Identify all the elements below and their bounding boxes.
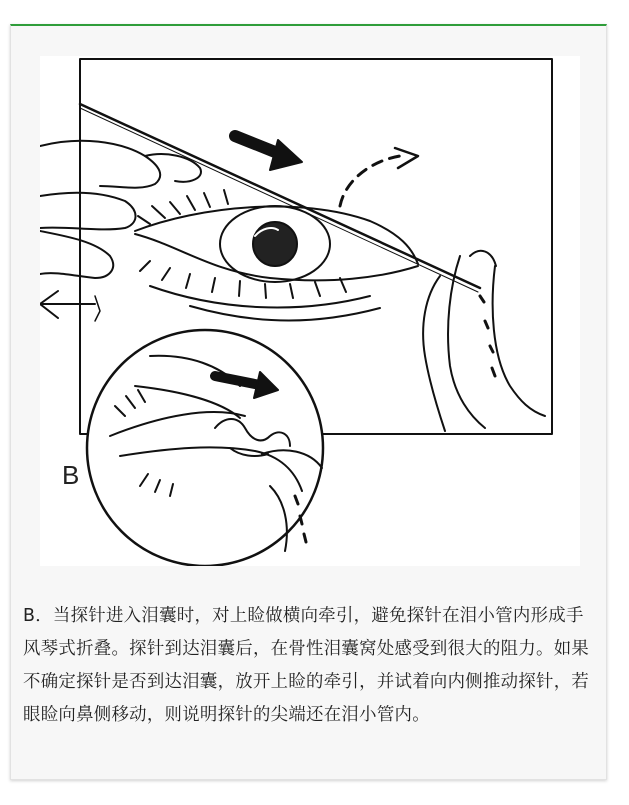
figure-caption: B．当探针进入泪囊时，对上睑做横向牵引，避免探针在泪小管内形成手风琴式折叠。探针到达泪囊后，在骨性泪囊窝处感受到很大的阻力。如果不确定探针是否到达泪囊，放开上睑的牵引，并试着向内侧推动探针，若眼睑向鼻侧移动，则说明探针的尖端还在泪小管内。 (23, 606, 590, 725)
figure-label: B (62, 460, 80, 490)
content-card (10, 24, 607, 780)
medical-illustration (40, 56, 580, 566)
eye-probe-drawing (40, 56, 580, 566)
